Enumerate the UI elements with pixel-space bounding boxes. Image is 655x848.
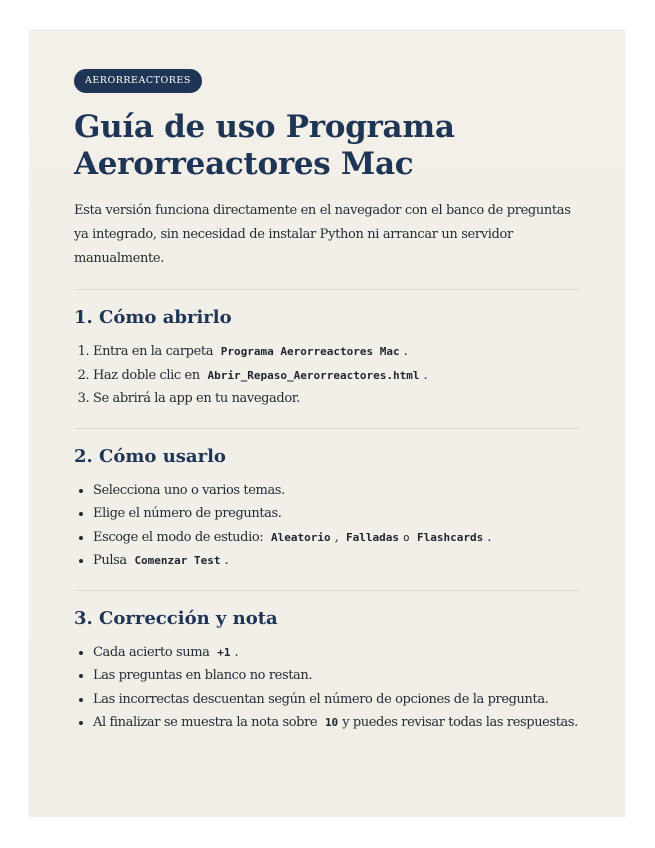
item-text: y puedes revisar todas las respuestas. [342, 715, 578, 730]
item-text: Se abrirá la app en tu navegador. [93, 391, 300, 406]
guide-card [29, 29, 625, 817]
item-text: Las incorrectas descuentan según el número de opciones de la pregunta. [93, 691, 549, 707]
category-badge: AERORREACTORES [74, 69, 202, 93]
item-text: Haz doble clic en [93, 367, 200, 383]
max-score-code: 10 [324, 716, 339, 729]
item-text: Las preguntas en blanco no restan. [93, 668, 313, 683]
page-title: Guía de uso Programa Aerorreactores Mac [74, 109, 455, 182]
list-item [93, 479, 580, 503]
folder-name-code: Programa Aerorreactores Mac [220, 345, 400, 358]
mode-code: Aleatorio [270, 530, 331, 544]
item-text: Escoge el modo de estudio: [93, 529, 264, 545]
grading-list [74, 641, 580, 735]
divider [74, 428, 580, 429]
list-item [93, 502, 580, 526]
section-grading [74, 606, 580, 735]
section-heading: 3. Corrección y nota [74, 607, 278, 629]
usage-list [74, 479, 580, 573]
section-open [74, 305, 580, 411]
item-text: Al finalizar se muestra la nota sobre [93, 715, 318, 730]
item-punct: . [487, 529, 491, 545]
list-item [93, 549, 580, 573]
list-item [93, 688, 580, 712]
item-punct: , [334, 529, 339, 545]
item-text: Cada acierto suma [93, 644, 210, 660]
divider [74, 590, 580, 591]
button-name-code: Comenzar Test [134, 554, 221, 567]
section-heading: 1. Cómo abrirlo [74, 307, 232, 328]
list-item [93, 526, 580, 550]
score-code: +1 [217, 645, 231, 659]
item-punct: . [423, 367, 428, 383]
item-text: Elige el número de preguntas. [93, 506, 282, 521]
list-item [93, 364, 580, 388]
list-item [93, 711, 580, 735]
section-use [74, 444, 580, 573]
item-punct: . [224, 553, 229, 568]
mode-code: Flashcards [417, 530, 484, 544]
divider [74, 289, 580, 290]
list-item [93, 664, 580, 688]
file-name-code: Abrir_Repaso_Aerorreactores.html [207, 368, 420, 382]
intro-paragraph: Esta versión funciona directamente en el navegador con el banco de preguntas ya integrado, sin necesidad de instalar Python ni arrancar un servidor manualmente. [74, 203, 571, 266]
item-text: Entra en la carpeta [93, 344, 214, 359]
list-item [93, 387, 580, 411]
item-punct: . [403, 344, 408, 359]
list-item [93, 641, 580, 665]
item-conj: o [403, 530, 410, 544]
mode-code: Falladas [346, 530, 400, 544]
item-punct: . [234, 644, 239, 660]
steps-list [74, 340, 580, 411]
section-heading: 2. Cómo usarlo [74, 445, 226, 467]
item-text: Selecciona uno o varios temas. [93, 482, 285, 498]
list-item [93, 340, 580, 364]
item-text: Pulsa [93, 553, 127, 568]
